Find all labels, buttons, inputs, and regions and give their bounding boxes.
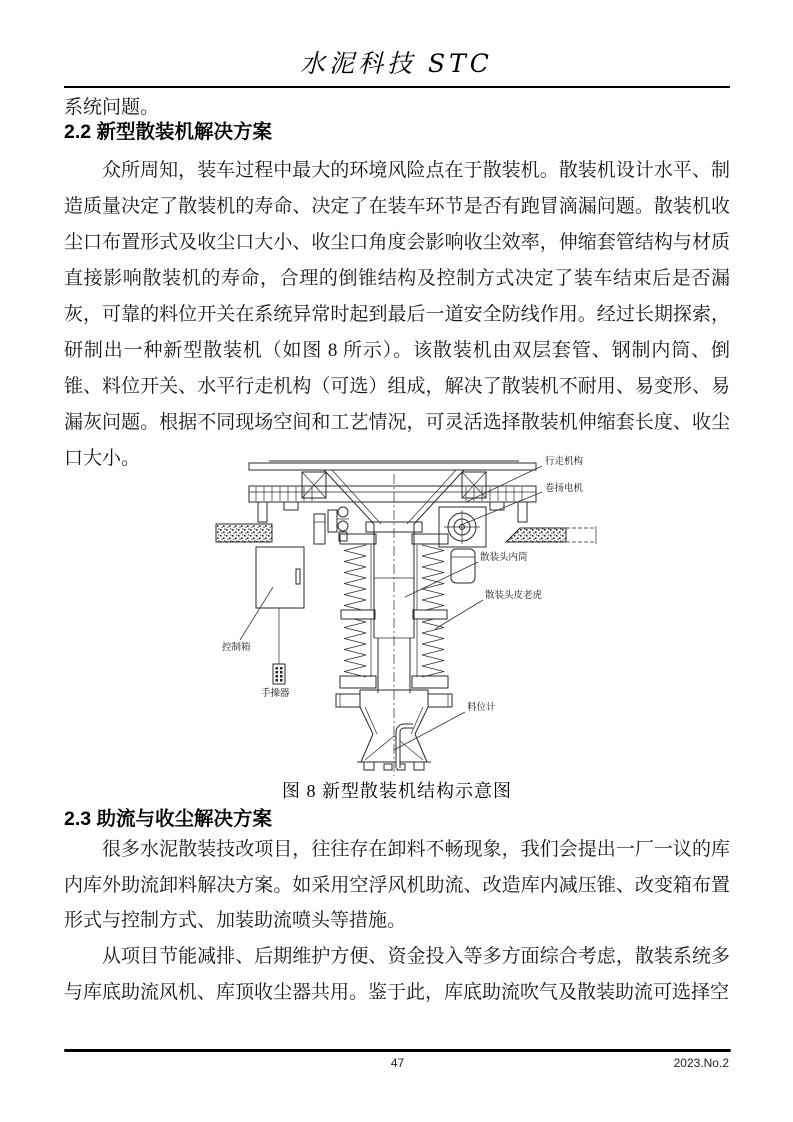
label-winch-motor: 卷扬电机 <box>545 483 584 494</box>
hand-operator <box>273 608 285 684</box>
section-heading-2-2: 2.2 新型散装机解决方案 <box>64 121 273 143</box>
page-number: 47 <box>390 1056 405 1070</box>
figure-8 <box>214 450 604 780</box>
leader-winch-motor <box>461 492 542 525</box>
leader-level-meter <box>394 712 465 750</box>
winch-assembly <box>439 507 486 583</box>
label-bellows: 散装头皮老虎 <box>485 590 543 601</box>
gantry-frame <box>249 461 536 522</box>
header-rule <box>64 86 730 88</box>
label-walking-mechanism: 行走机构 <box>545 456 584 467</box>
bellows-sleeves <box>340 534 448 688</box>
carryover-text: 系统问题。 <box>64 97 160 118</box>
section-heading-2-3: 2.3 助流与收尘解决方案 <box>64 808 273 830</box>
pneumatic-unit <box>314 507 349 544</box>
bulk-loader-schematic <box>214 450 604 780</box>
control-box <box>256 547 304 608</box>
label-control-box: 控制箱 <box>222 642 251 653</box>
label-inner-cylinder: 散装头内筒 <box>480 552 528 563</box>
paragraph-2-2-1: 众所周知，装车过程中最大的环境风险点在于散装机。散装机设计水平、制造质量决定了散装机的寿命、决定了在装车环节是否有跑冒滴漏问题。散装机收尘口布置形式及收尘口大小、收尘口角度会影响收尘效率，伸缩套管结构与材质直接影响散装机的寿命，合理的倒锥结构及控制方式决定了装车结束后是否漏灰，可靠的料位开关在系统异常时起到最后一道安全防线作用。经过长期探索，研制出一种新型散装机（如图 8 所示）。该散装机由双层套管、钢制内筒、倒锥、料位开关、水平行走机构（可选）组成，解决了散装机不耐用、易变形、易漏灰问题。根据不同现场空间和工艺情况，可灵活选择散装机伸缩套长度、收尘口大小。 <box>64 160 730 469</box>
journal-title: 水泥科技 STC <box>300 49 493 78</box>
issue-label: 2023.No.2 <box>673 1056 729 1070</box>
footer-rule <box>64 1049 731 1052</box>
label-level-meter: 料位计 <box>467 702 496 713</box>
label-hand-operator: 手操器 <box>261 688 290 699</box>
paragraph-2-3-2: 从项目节能减排、后期维护方便、资金投入等多方面综合考虑，散装系统多与库底助流风机、库顶收尘器共用。鉴于此，库底助流吹气及散装助流可选择空 <box>64 946 730 1003</box>
leader-inner-cylinder <box>405 562 478 597</box>
paragraph-2-3-1: 很多水泥散装技改项目，往往存在卸料不畅现象，我们会提出一厂一议的库内库外助流卸料解决方案。如采用空浮风机助流、改造库内减压锥、改变箱布置形式与控制方式、加装助流喷头等措施。 <box>64 839 730 931</box>
concrete-pads <box>216 524 596 544</box>
figure-caption: 图 8 新型散装机结构示意图 <box>282 781 512 801</box>
